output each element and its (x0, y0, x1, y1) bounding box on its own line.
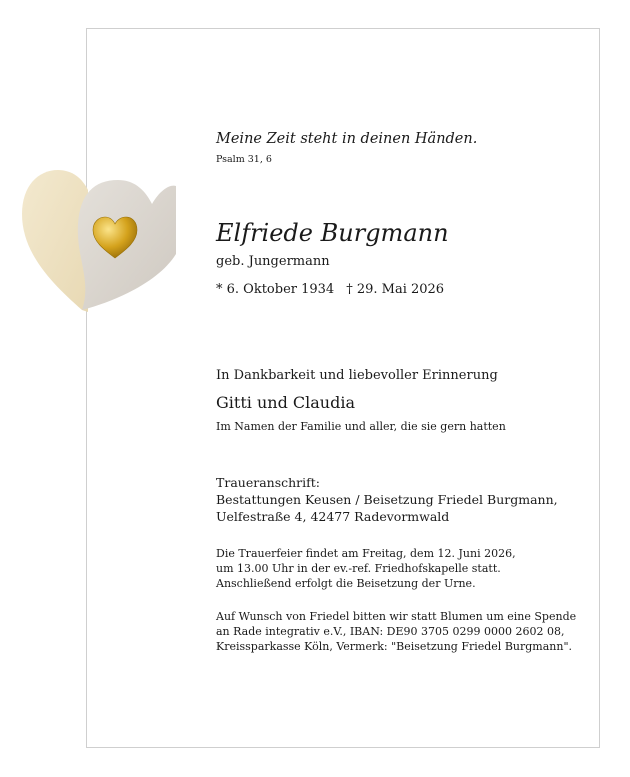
address-line-1: Bestattungen Keusen / Beisetzung Friedel Burgmann, (216, 492, 558, 507)
funeral-line-1: Die Trauerfeier findet am Freitag, dem 12. Juni 2026, (216, 547, 516, 560)
address-line-2: Uelfestraße 4, 42477 Radevormwald (216, 509, 450, 524)
double-heart-icon (20, 162, 178, 312)
donation-line-1: Auf Wunsch von Friedel bitten wir statt Blumen um eine Spende (216, 610, 577, 623)
birth-date: * 6. Oktober 1934 (216, 282, 335, 297)
left-heart-shape (22, 170, 88, 312)
quote-reference: Psalm 31, 6 (216, 154, 272, 165)
deceased-name: Elfriede Burgmann (216, 219, 449, 247)
mourner-names: Gitti und Claudia (216, 393, 355, 412)
funeral-line-3: Anschließend erfolgt die Beisetzung der Urne. (216, 577, 476, 590)
thanks-intro: In Dankbarkeit und liebevoller Erinnerung (216, 368, 498, 383)
quote-text: Meine Zeit steht in deinen Händen. (216, 131, 478, 147)
funeral-info (216, 546, 516, 591)
death-date: † 29. Mai 2026 (346, 282, 445, 297)
behalf-line: Im Namen der Familie und aller, die sie gern hatten (216, 420, 506, 433)
donation-line-3: Kreissparkasse Köln, Vermerk: "Beisetzung Friedel Burgmann". (216, 640, 572, 653)
birth-name: geb. Jungermann (216, 254, 330, 269)
address-label: Traueranschrift: (216, 475, 320, 490)
donation-info (216, 609, 576, 654)
donation-line-2: an Rade integrativ e.V., IBAN: DE90 3705 0299 0000 2602 08, (216, 625, 565, 638)
life-dates (216, 282, 444, 297)
funeral-line-2: um 13.00 Uhr in der ev.-ref. Friedhofskapelle statt. (216, 562, 501, 575)
